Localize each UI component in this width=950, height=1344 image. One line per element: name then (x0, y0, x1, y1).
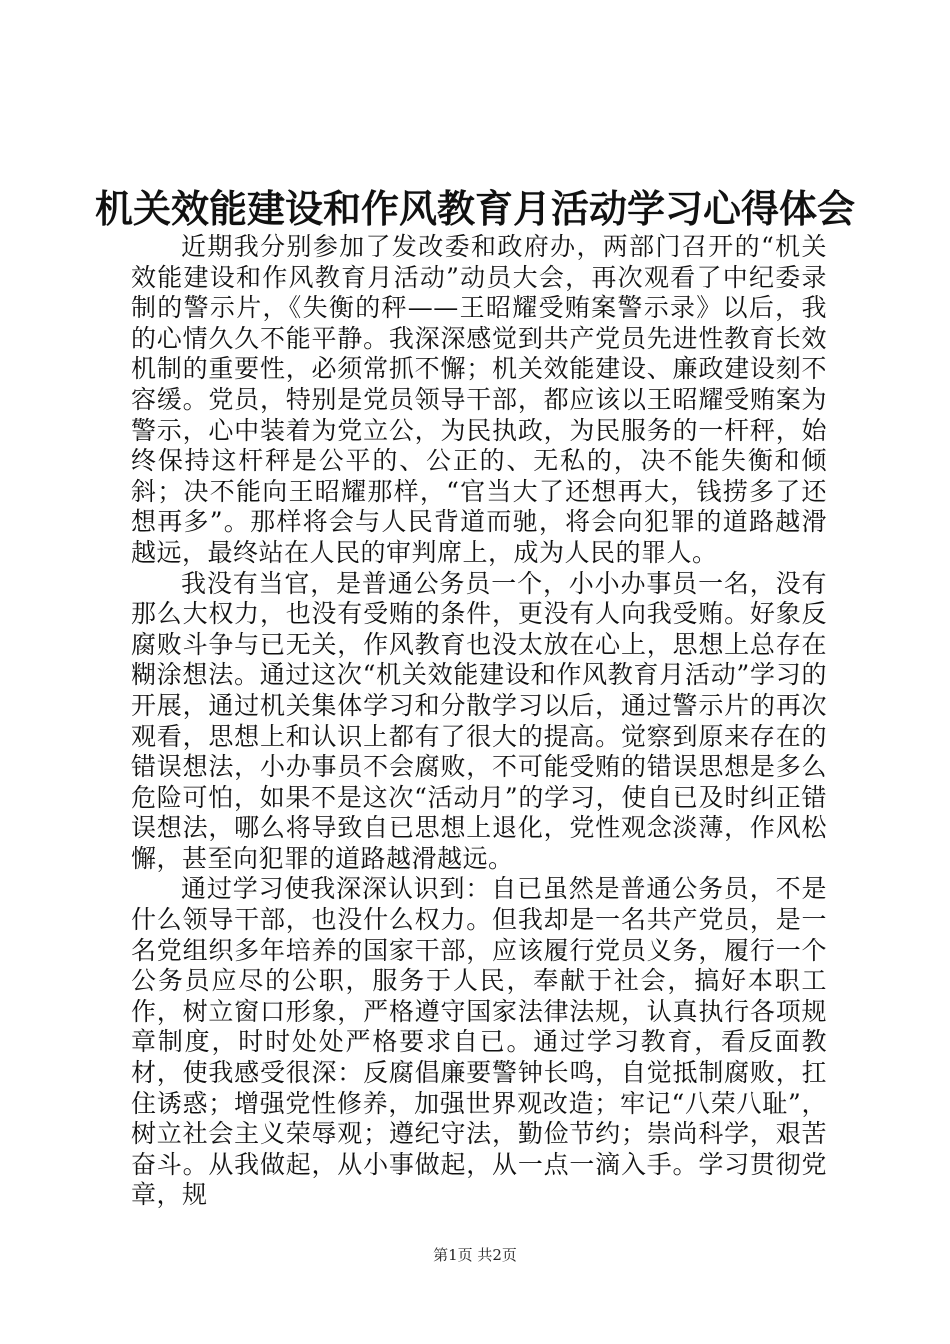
paragraph-1: 近期我分别参加了发改委和政府办，两部门召开的“机关效能建设和作风教育月活动”动员大会，再次观看了中纪委录制的警示片，《失衡的秤——王昭耀受贿案警示录》以后，我的心情久久不能平静。我深深感觉到共产党员先进性教育长效机制的重要性，必须常抓不懈；机关效能建设、廉政建设刻不容缓。党员，特别是党员领导干部，都应该以王昭耀受贿案为警示，心中装着为党立公，为民执政，为民服务的一杆秤，始终保持这杆秤是公平的、公正的、无私的，决不能失衡和倾斜；决不能向王昭耀那样，“官当大了还想再大，钱捞多了还想再多”。那样将会与人民背道而驰，将会向犯罪的道路越滑越远，最终站在人民的审判席上，成为人民的罪人。 (131, 232, 827, 567)
document-title: 机关效能建设和作风教育月活动学习心得体会 (94, 186, 855, 231)
paragraph-2: 我没有当官，是普通公务员一个，小小办事员一名，没有那么大权力，也没有受贿的条件，更没有人向我受贿。好象反腐败斗争与已无关，作风教育也没太放在心上，思想上总存在糊涂想法。通过这次“机关效能建设和作风教育月活动”学习的开展，通过机关集体学习和分散学习以后，通过警示片的再次观看，思想上和认识上都有了很大的提高。觉察到原来存在的错误想法，小办事员不会腐败，不可能受贿的错误思想是多么危险可怕，如果不是这次“活动月”的学习，使自已及时纠正错误想法，哪么将导致自已思想上退化，党性观念淡薄，作风松懈，甚至向犯罪的道路越滑越远。 (131, 568, 827, 873)
paragraph-3: 通过学习使我深深认识到：自已虽然是普通公务员，不是什么领导干部，也没什么权力。但我却是一名共产党员，是一名党组织多年培养的国家干部，应该履行党员义务，履行一个公务员应尽的公职，服务于人民，奉献于社会，搞好本职工作，树立窗口形象，严格遵守国家法律法规，认真执行各项规章制度，时时处处严格要求自已。通过学习教育，看反面教材，使我感受很深：反腐倡廉要警钟长鸣，自觉抵制腐败，扛住诱惑；增强党性修养，加强世界观改造；牢记“八荣八耻”，树立社会主义荣辱观；遵纪守法，勤俭节约；崇尚科学，艰苦奋斗。从我做起，从小事做起，从一点一滴入手。学习贯彻党章，规 (131, 874, 827, 1210)
document-body (131, 232, 827, 1211)
page-number-footer: 第1页 共2页 (433, 1246, 517, 1264)
